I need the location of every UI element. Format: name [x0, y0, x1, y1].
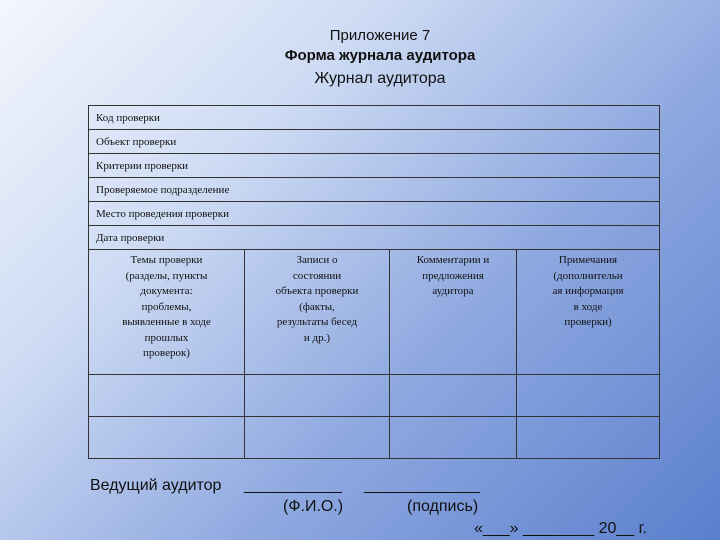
date-blank-line: «___» ________ 20__ г.	[474, 520, 647, 537]
empty-cell	[245, 417, 390, 458]
column-header-comments: Комментарии и предложения аудитора	[390, 250, 517, 374]
lead-auditor-label: Ведущий аудитор	[90, 477, 222, 494]
column-header-notes: Примечания (дополнительн ая информация в ходе проверки)	[552, 254, 624, 328]
table-row	[89, 106, 659, 130]
empty-cell	[390, 375, 517, 416]
column-header-row	[89, 250, 659, 375]
row-label-audit-location: Место проведения проверки	[96, 208, 230, 220]
table-row	[89, 226, 659, 250]
column-header-records: Записи о состоянии объекта проверки (факты, результаты бесед и др.)	[245, 250, 390, 374]
empty-cell	[245, 375, 390, 416]
row-label-audited-unit: Проверяемое подразделение	[96, 184, 230, 196]
name-blank-line: ___________	[244, 477, 342, 494]
appendix-number: Приложение 7	[329, 27, 431, 44]
journal-title: Журнал аудитора	[314, 70, 446, 87]
row-label-audit-code: Код проверки	[96, 112, 160, 124]
empty-cell	[390, 417, 517, 458]
column-header-topics: Темы проверки (разделы, пункты документа: проблемы, выявленные в ходе прошлых проверок)	[89, 250, 245, 374]
auditor-journal-table	[88, 105, 660, 459]
form-title: Форма журнала аудитора	[284, 47, 476, 64]
empty-cell	[517, 417, 659, 458]
signature-caption: (подпись)	[407, 498, 479, 515]
signature-blank-line: _____________	[364, 477, 480, 494]
empty-cell	[89, 375, 245, 416]
table-row	[89, 154, 659, 178]
row-label-audit-criteria: Критерии проверки	[96, 160, 189, 172]
table-row	[89, 202, 659, 226]
row-label-audit-object: Объект проверки	[96, 136, 177, 148]
table-row	[89, 130, 659, 154]
empty-cell	[517, 375, 659, 416]
row-label-audit-date: Дата проверки	[96, 232, 165, 244]
table-row	[89, 417, 659, 458]
table-row	[89, 375, 659, 417]
fio-caption: (Ф.И.О.)	[283, 498, 344, 515]
table-row	[89, 178, 659, 202]
empty-cell	[89, 417, 245, 458]
